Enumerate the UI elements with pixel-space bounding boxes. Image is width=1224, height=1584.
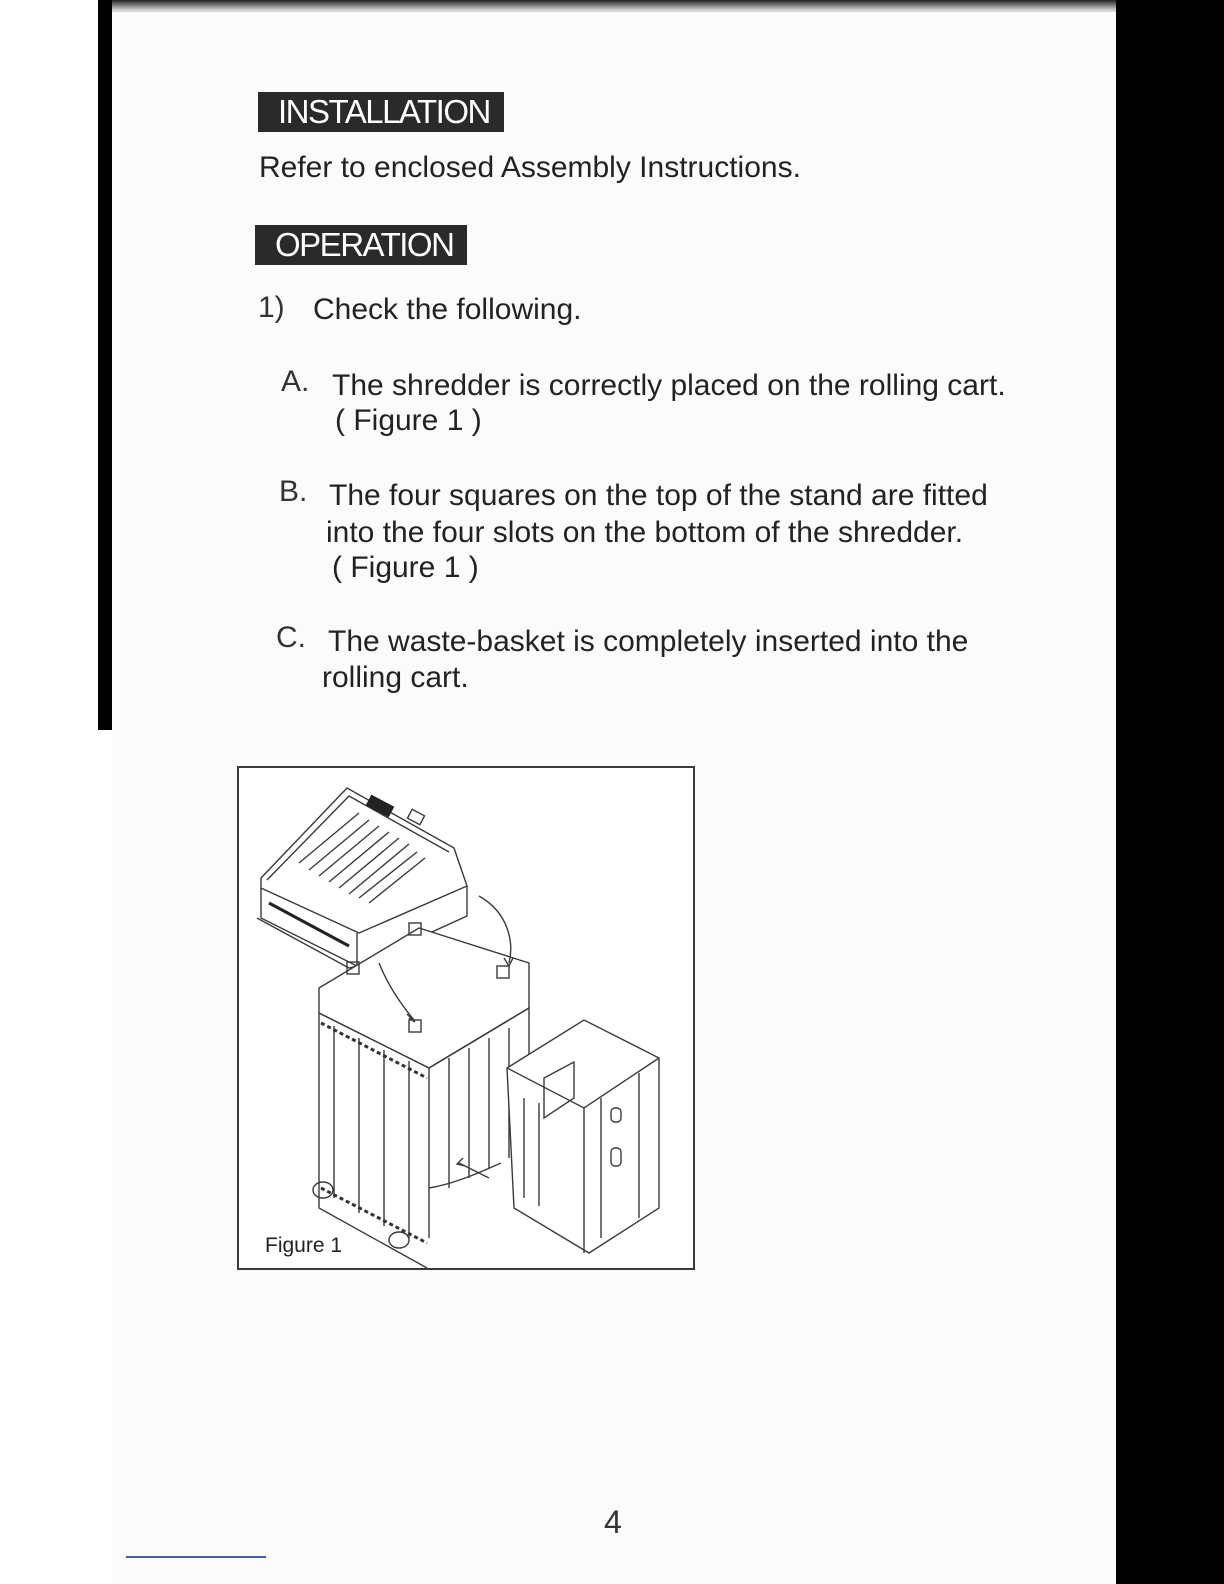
item-a-line-1: The shredder is correctly placed on the rolling cart.	[332, 369, 1006, 402]
item-b-line-3: ( Figure 1 )	[332, 551, 479, 584]
item-b-line-1: The four squares on the top of the stand are fitted	[329, 479, 988, 512]
scan-left-margin	[0, 0, 100, 1584]
figure-caption: Figure 1	[265, 1234, 343, 1257]
shredder-cart-illustration	[239, 768, 693, 1268]
installation-heading: INSTALLATION	[258, 92, 504, 132]
scan-right-margin	[1114, 0, 1224, 1584]
step-1-text: Check the following.	[313, 293, 582, 326]
item-c-letter: C.	[276, 621, 306, 654]
item-a-letter: A.	[281, 365, 310, 398]
waste-basket-drawing	[507, 1020, 659, 1253]
operation-heading: OPERATION	[255, 225, 467, 265]
installation-text: Refer to enclosed Assembly Instructions.	[259, 151, 801, 184]
item-c-line-1: The waste-basket is completely inserted into the	[328, 625, 969, 658]
step-1-number: 1)	[258, 291, 285, 324]
item-b-line-2: into the four slots on the bottom of the shredder.	[326, 516, 964, 549]
page-number: 4	[604, 1504, 622, 1540]
item-b-letter: B.	[279, 475, 308, 508]
figure-1-box	[237, 766, 695, 1270]
item-c-line-2: rolling cart.	[322, 661, 469, 694]
scan-bottom-mark	[126, 1556, 266, 1558]
item-a-line-2: ( Figure 1 )	[335, 404, 482, 437]
rolling-cart-drawing	[313, 923, 529, 1268]
